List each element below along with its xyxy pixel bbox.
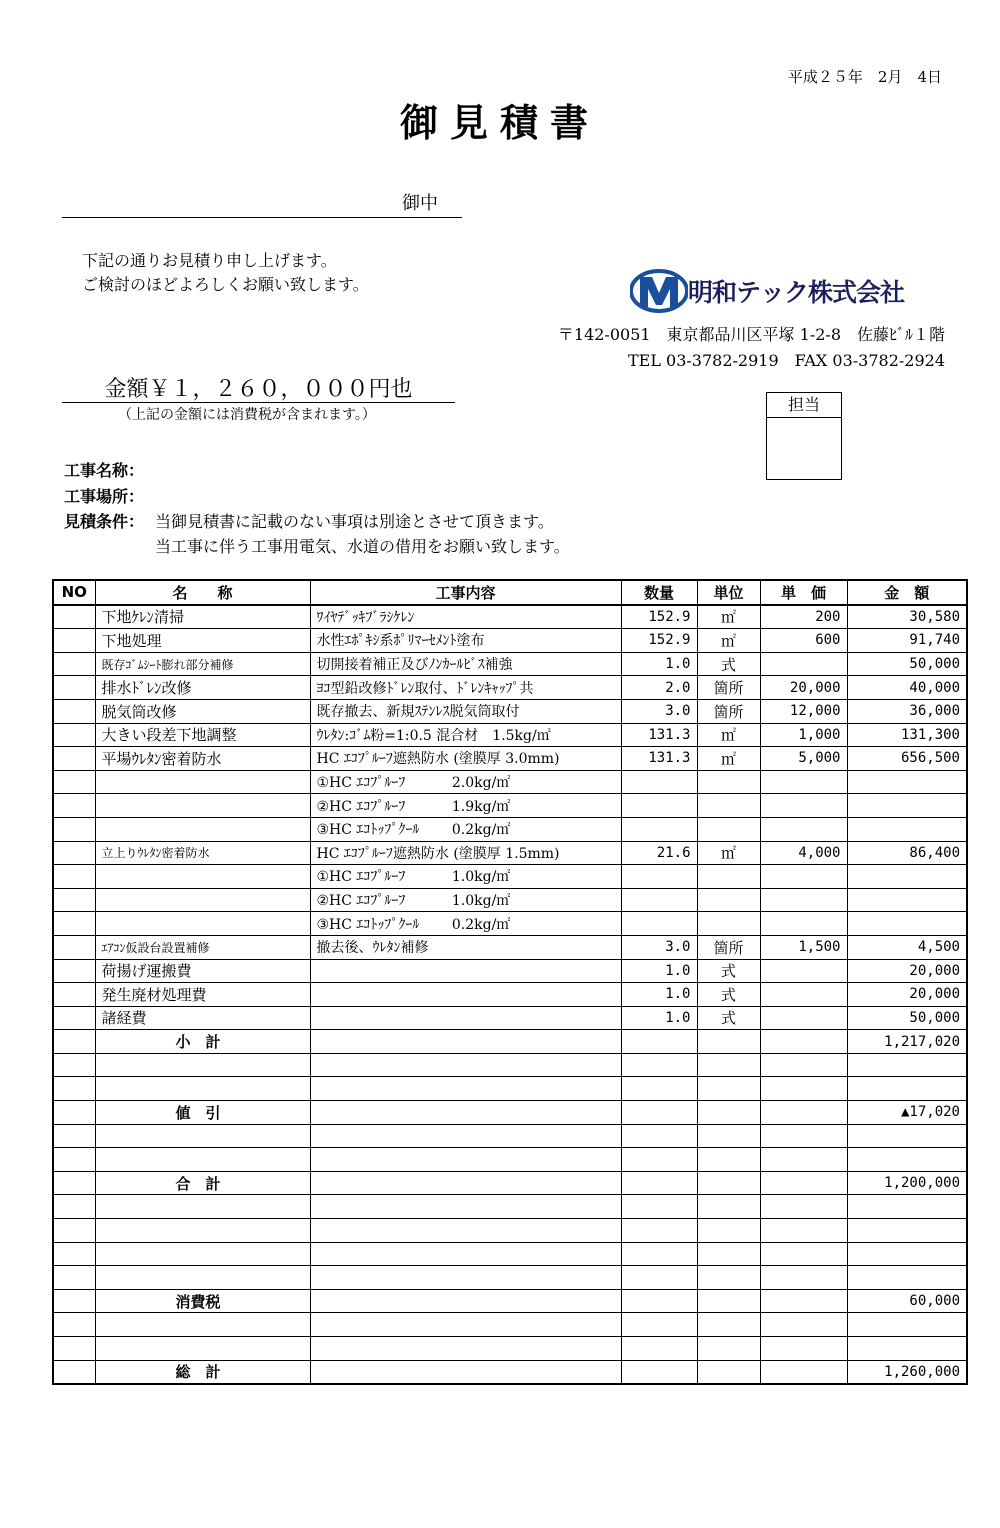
cell-description: 既存撤去、新規ｽﾃﾝﾚｽ脱気筒取付 bbox=[310, 699, 621, 723]
cell-quantity bbox=[621, 794, 697, 818]
cell-name bbox=[95, 865, 310, 889]
cell-no bbox=[53, 983, 95, 1007]
cell-unit bbox=[697, 1289, 760, 1313]
cell-amount bbox=[847, 1337, 967, 1361]
cell-amount bbox=[847, 817, 967, 841]
cell-unit: 式 bbox=[697, 1006, 760, 1030]
cell-name: 大きい段差下地調整 bbox=[95, 723, 310, 747]
cell-description: ﾖｺ型鉛改修ﾄﾞﾚﾝ取付、ﾄﾞﾚﾝｷｬｯﾌﾟ共 bbox=[310, 676, 621, 700]
cell-quantity bbox=[621, 1030, 697, 1054]
cell-amount: 656,500 bbox=[847, 747, 967, 771]
cell-quantity bbox=[621, 770, 697, 794]
table-row bbox=[53, 1242, 967, 1266]
cell-unit: 式 bbox=[697, 652, 760, 676]
cell-quantity bbox=[621, 1242, 697, 1266]
cell-no bbox=[53, 794, 95, 818]
cell-name: 立上りｳﾚﾀﾝ密着防水 bbox=[95, 841, 310, 865]
cell-description bbox=[310, 983, 621, 1007]
cell-unit-price bbox=[760, 1242, 847, 1266]
cell-description: 水性ｴﾎﾟｷｼ系ﾎﾟﾘﾏｰｾﾒﾝﾄ塗布 bbox=[310, 629, 621, 653]
cell-no bbox=[53, 865, 95, 889]
cell-no bbox=[53, 1266, 95, 1290]
cell-quantity: 131.3 bbox=[621, 747, 697, 771]
table-row bbox=[53, 1266, 967, 1290]
cell-no bbox=[53, 605, 95, 629]
cell-amount: 30,580 bbox=[847, 605, 967, 629]
cell-quantity bbox=[621, 912, 697, 936]
cell-name: 消費税 bbox=[95, 1289, 310, 1313]
cell-quantity: 152.9 bbox=[621, 629, 697, 653]
company-logo bbox=[630, 267, 930, 317]
cell-unit: 箇所 bbox=[697, 676, 760, 700]
cell-unit bbox=[697, 1124, 760, 1148]
table-row bbox=[53, 676, 967, 700]
table-row bbox=[53, 959, 967, 983]
cell-no bbox=[53, 912, 95, 936]
cell-unit bbox=[697, 1313, 760, 1337]
document-title: 御見積書 bbox=[399, 101, 600, 145]
cell-quantity bbox=[621, 1266, 697, 1290]
cell-unit-price: 12,000 bbox=[760, 699, 847, 723]
cell-quantity: 3.0 bbox=[621, 935, 697, 959]
cell-description: ①HC ｴｺﾌﾟﾙｰﾌ 1.0kg/㎡ bbox=[310, 865, 621, 889]
cell-quantity bbox=[621, 865, 697, 889]
cell-unit bbox=[697, 1171, 760, 1195]
estimate-table bbox=[52, 579, 968, 1385]
header-unit-price: 単 価 bbox=[760, 580, 847, 605]
cell-quantity bbox=[621, 888, 697, 912]
cell-amount bbox=[847, 1053, 967, 1077]
cell-unit-price bbox=[760, 1030, 847, 1054]
cell-no bbox=[53, 770, 95, 794]
cell-amount: ▲17,020 bbox=[847, 1101, 967, 1125]
cell-description: ②HC ｴｺﾌﾟﾙｰﾌ 1.0kg/㎡ bbox=[310, 888, 621, 912]
cell-unit-price: 5,000 bbox=[760, 747, 847, 771]
cell-unit-price bbox=[760, 1313, 847, 1337]
cell-name: 諸経費 bbox=[95, 1006, 310, 1030]
cell-name bbox=[95, 1195, 310, 1219]
table-row bbox=[53, 1030, 967, 1054]
cell-description bbox=[310, 1124, 621, 1148]
cell-name bbox=[95, 1053, 310, 1077]
cell-unit bbox=[697, 1195, 760, 1219]
cell-name: 総 計 bbox=[95, 1360, 310, 1384]
cell-quantity: 3.0 bbox=[621, 699, 697, 723]
cell-amount: 1,217,020 bbox=[847, 1030, 967, 1054]
cell-description: HC ｴｺﾌﾟﾙｰﾌ遮熱防水 (塗膜厚 1.5mm) bbox=[310, 841, 621, 865]
cell-no bbox=[53, 1030, 95, 1054]
cell-unit-price bbox=[760, 1360, 847, 1384]
cell-description: HC ｴｺﾌﾟﾙｰﾌ遮熱防水 (塗膜厚 3.0mm) bbox=[310, 747, 621, 771]
table-row bbox=[53, 1124, 967, 1148]
cell-quantity bbox=[621, 1101, 697, 1125]
cell-quantity: 21.6 bbox=[621, 841, 697, 865]
cell-name bbox=[95, 817, 310, 841]
table-row bbox=[53, 723, 967, 747]
cell-unit: 式 bbox=[697, 959, 760, 983]
cell-name bbox=[95, 1242, 310, 1266]
cell-quantity: 2.0 bbox=[621, 676, 697, 700]
table-row bbox=[53, 747, 967, 771]
cell-no bbox=[53, 935, 95, 959]
cell-name bbox=[95, 1124, 310, 1148]
cell-amount bbox=[847, 1313, 967, 1337]
condition-1: 当御見積書に記載のない事項は別途とさせて頂きます。 bbox=[155, 512, 554, 531]
cell-no bbox=[53, 1242, 95, 1266]
cell-name: 合 計 bbox=[95, 1171, 310, 1195]
table-row bbox=[53, 817, 967, 841]
table-row bbox=[53, 983, 967, 1007]
cell-quantity bbox=[621, 1053, 697, 1077]
cell-unit-price bbox=[760, 983, 847, 1007]
table-row bbox=[53, 1289, 967, 1313]
project-site-label: 工事場所： bbox=[64, 487, 145, 506]
table-row bbox=[53, 1006, 967, 1030]
cell-no bbox=[53, 652, 95, 676]
table-row bbox=[53, 1313, 967, 1337]
cell-quantity bbox=[621, 1337, 697, 1361]
table-row bbox=[53, 912, 967, 936]
cell-unit-price bbox=[760, 888, 847, 912]
cell-no bbox=[53, 629, 95, 653]
cell-description bbox=[310, 1337, 621, 1361]
cell-unit-price: 20,000 bbox=[760, 676, 847, 700]
cell-unit bbox=[697, 770, 760, 794]
table-row bbox=[53, 1360, 967, 1384]
cell-amount: 60,000 bbox=[847, 1289, 967, 1313]
cell-description: ｳﾚﾀﾝ:ｺﾞﾑ粉=1:0.5 混合材 1.5kg/㎡ bbox=[310, 723, 621, 747]
cell-no bbox=[53, 1289, 95, 1313]
cell-amount: 20,000 bbox=[847, 983, 967, 1007]
cell-description bbox=[310, 1053, 621, 1077]
cell-quantity bbox=[621, 1077, 697, 1101]
cell-description bbox=[310, 1195, 621, 1219]
cell-description: 切開接着補正及びﾉﾝｶｰﾙﾋﾞｽ補強 bbox=[310, 652, 621, 676]
cell-unit-price: 200 bbox=[760, 605, 847, 629]
addressee-suffix: 御中 bbox=[402, 193, 438, 214]
cell-amount: 40,000 bbox=[847, 676, 967, 700]
cell-unit bbox=[697, 1030, 760, 1054]
cell-name bbox=[95, 1313, 310, 1337]
table-row bbox=[53, 1148, 967, 1172]
cell-unit: 箇所 bbox=[697, 935, 760, 959]
cell-unit: 箇所 bbox=[697, 699, 760, 723]
cell-quantity: 131.3 bbox=[621, 723, 697, 747]
condition-2: 当工事に伴う工事用電気、水道の借用をお願い致します。 bbox=[155, 537, 570, 556]
cell-quantity bbox=[621, 1219, 697, 1243]
cell-no bbox=[53, 959, 95, 983]
cell-unit: 式 bbox=[697, 983, 760, 1007]
cell-name: 発生廃材処理費 bbox=[95, 983, 310, 1007]
cell-quantity bbox=[621, 1360, 697, 1384]
company-name: 明和テック株式会社 bbox=[688, 278, 905, 307]
cell-quantity: 1.0 bbox=[621, 652, 697, 676]
cell-unit bbox=[697, 1148, 760, 1172]
cell-no bbox=[53, 1124, 95, 1148]
cell-name: 小 計 bbox=[95, 1030, 310, 1054]
cell-unit-price: 1,500 bbox=[760, 935, 847, 959]
cell-unit-price bbox=[760, 959, 847, 983]
cell-amount bbox=[847, 865, 967, 889]
cell-description: ③HC ｴｺﾄｯﾌﾟｸｰﾙ 0.2kg/㎡ bbox=[310, 912, 621, 936]
company-address: 〒142-0051 東京都品川区平塚 1-2-8 佐藤ﾋﾞﾙ１階 bbox=[557, 325, 945, 344]
cell-no bbox=[53, 817, 95, 841]
header-name: 名 称 bbox=[95, 580, 310, 605]
header-amount: 金 額 bbox=[847, 580, 967, 605]
table-row bbox=[53, 935, 967, 959]
cell-no bbox=[53, 1148, 95, 1172]
table-row bbox=[53, 652, 967, 676]
header-quantity: 数量 bbox=[621, 580, 697, 605]
cell-unit-price bbox=[760, 1171, 847, 1195]
cell-name bbox=[95, 1148, 310, 1172]
cell-no bbox=[53, 888, 95, 912]
cell-amount: 36,000 bbox=[847, 699, 967, 723]
cell-amount bbox=[847, 888, 967, 912]
cell-amount: 50,000 bbox=[847, 1006, 967, 1030]
company-tel-fax: TEL 03-3782-2919 FAX 03-3782-2924 bbox=[627, 351, 945, 370]
cell-quantity bbox=[621, 1124, 697, 1148]
cell-unit bbox=[697, 1219, 760, 1243]
estimate-date: 平成２５年 2月 4日 bbox=[787, 68, 942, 86]
cell-description bbox=[310, 1360, 621, 1384]
cell-amount: 131,300 bbox=[847, 723, 967, 747]
cell-description bbox=[310, 1219, 621, 1243]
cell-unit-price bbox=[760, 1289, 847, 1313]
cell-quantity bbox=[621, 1148, 697, 1172]
cell-unit-price bbox=[760, 770, 847, 794]
cell-unit-price bbox=[760, 652, 847, 676]
table-row bbox=[53, 699, 967, 723]
cell-description: ③HC ｴｺﾄｯﾌﾟｸｰﾙ 0.2kg/㎡ bbox=[310, 817, 621, 841]
cell-amount bbox=[847, 1242, 967, 1266]
cell-no bbox=[53, 1219, 95, 1243]
header-description: 工事内容 bbox=[310, 580, 621, 605]
cell-name bbox=[95, 888, 310, 912]
cell-description bbox=[310, 1266, 621, 1290]
cell-unit-price bbox=[760, 1124, 847, 1148]
cell-unit-price bbox=[760, 1101, 847, 1125]
cell-amount bbox=[847, 1219, 967, 1243]
table-row bbox=[53, 794, 967, 818]
person-in-charge-box bbox=[766, 392, 842, 480]
cell-description bbox=[310, 1171, 621, 1195]
cell-quantity bbox=[621, 1289, 697, 1313]
cell-amount: 86,400 bbox=[847, 841, 967, 865]
table-row bbox=[53, 1219, 967, 1243]
total-amount: 金額￥１，２６０，０００円也 bbox=[62, 372, 455, 403]
cell-name: ｴｱｺﾝ仮設台設置補修 bbox=[95, 935, 310, 959]
cell-unit-price bbox=[760, 1053, 847, 1077]
person-in-charge-label: 担当 bbox=[767, 393, 841, 418]
cell-description bbox=[310, 959, 621, 983]
cell-no bbox=[53, 1360, 95, 1384]
cell-amount bbox=[847, 1077, 967, 1101]
cell-no bbox=[53, 1006, 95, 1030]
cell-quantity: 1.0 bbox=[621, 959, 697, 983]
table-row bbox=[53, 629, 967, 653]
cell-no bbox=[53, 747, 95, 771]
cell-description bbox=[310, 1242, 621, 1266]
cell-unit: ㎡ bbox=[697, 629, 760, 653]
cell-amount: 20,000 bbox=[847, 959, 967, 983]
cell-amount bbox=[847, 1124, 967, 1148]
cell-unit: ㎡ bbox=[697, 841, 760, 865]
cell-amount bbox=[847, 912, 967, 936]
cell-name bbox=[95, 1077, 310, 1101]
conditions-label: 見積条件： bbox=[64, 512, 145, 531]
cell-quantity bbox=[621, 1313, 697, 1337]
cell-unit-price bbox=[760, 912, 847, 936]
table-row bbox=[53, 1337, 967, 1361]
cell-unit-price bbox=[760, 1148, 847, 1172]
cell-name bbox=[95, 794, 310, 818]
cell-name: 排水ﾄﾞﾚﾝ改修 bbox=[95, 676, 310, 700]
header-unit: 単位 bbox=[697, 580, 760, 605]
cell-unit bbox=[697, 1101, 760, 1125]
cell-unit-price bbox=[760, 1337, 847, 1361]
cell-name bbox=[95, 912, 310, 936]
intro-text-2: ご検討のほどよろしくお願い致します。 bbox=[82, 275, 369, 294]
cell-quantity bbox=[621, 817, 697, 841]
cell-unit-price bbox=[760, 865, 847, 889]
cell-amount bbox=[847, 1195, 967, 1219]
table-row bbox=[53, 1101, 967, 1125]
cell-no bbox=[53, 1101, 95, 1125]
table-row bbox=[53, 1077, 967, 1101]
addressee-line bbox=[62, 192, 462, 218]
table-row bbox=[53, 888, 967, 912]
cell-amount bbox=[847, 770, 967, 794]
cell-unit: ㎡ bbox=[697, 747, 760, 771]
cell-amount: 1,260,000 bbox=[847, 1360, 967, 1384]
cell-name: 脱気筒改修 bbox=[95, 699, 310, 723]
cell-unit bbox=[697, 794, 760, 818]
cell-unit-price bbox=[760, 1266, 847, 1290]
cell-quantity bbox=[621, 1171, 697, 1195]
cell-no bbox=[53, 1171, 95, 1195]
cell-name: 下地ｹﾚﾝ清掃 bbox=[95, 605, 310, 629]
cell-description bbox=[310, 1006, 621, 1030]
cell-unit bbox=[697, 1337, 760, 1361]
cell-unit bbox=[697, 1053, 760, 1077]
cell-unit-price: 600 bbox=[760, 629, 847, 653]
cell-description: ﾜｲﾔﾃﾞｯｷﾌﾞﾗｼｹﾚﾝ bbox=[310, 605, 621, 629]
cell-quantity: 152.9 bbox=[621, 605, 697, 629]
table-row bbox=[53, 1171, 967, 1195]
intro-text-1: 下記の通りお見積り申し上げます。 bbox=[82, 251, 337, 270]
tax-note: （上記の金額には消費税が含まれます。） bbox=[118, 407, 376, 423]
cell-description: ②HC ｴｺﾌﾟﾙｰﾌ 1.9kg/㎡ bbox=[310, 794, 621, 818]
cell-description bbox=[310, 1101, 621, 1125]
cell-no bbox=[53, 841, 95, 865]
cell-no bbox=[53, 1337, 95, 1361]
cell-description bbox=[310, 1077, 621, 1101]
cell-unit-price bbox=[760, 794, 847, 818]
cell-name bbox=[95, 1266, 310, 1290]
table-row bbox=[53, 605, 967, 629]
cell-amount: 4,500 bbox=[847, 935, 967, 959]
cell-amount bbox=[847, 794, 967, 818]
cell-name bbox=[95, 770, 310, 794]
company-mark-icon bbox=[630, 267, 688, 313]
table-row bbox=[53, 770, 967, 794]
cell-unit bbox=[697, 865, 760, 889]
cell-description: 撤去後、ｳﾚﾀﾝ補修 bbox=[310, 935, 621, 959]
table-row bbox=[53, 1053, 967, 1077]
cell-no bbox=[53, 1077, 95, 1101]
cell-quantity: 1.0 bbox=[621, 983, 697, 1007]
cell-unit: ㎡ bbox=[697, 605, 760, 629]
cell-unit bbox=[697, 1266, 760, 1290]
cell-unit-price bbox=[760, 1219, 847, 1243]
cell-unit bbox=[697, 1242, 760, 1266]
cell-name bbox=[95, 1337, 310, 1361]
cell-unit bbox=[697, 1360, 760, 1384]
cell-unit bbox=[697, 817, 760, 841]
cell-unit bbox=[697, 888, 760, 912]
cell-name: 平場ｳﾚﾀﾝ密着防水 bbox=[95, 747, 310, 771]
table-header-row bbox=[53, 580, 967, 605]
cell-unit-price: 1,000 bbox=[760, 723, 847, 747]
cell-unit-price bbox=[760, 1195, 847, 1219]
cell-quantity: 1.0 bbox=[621, 1006, 697, 1030]
cell-unit-price bbox=[760, 1077, 847, 1101]
cell-name: 値 引 bbox=[95, 1101, 310, 1125]
cell-unit: ㎡ bbox=[697, 723, 760, 747]
cell-no bbox=[53, 1195, 95, 1219]
cell-amount: 91,740 bbox=[847, 629, 967, 653]
cell-description: ①HC ｴｺﾌﾟﾙｰﾌ 2.0kg/㎡ bbox=[310, 770, 621, 794]
header-no: NO bbox=[53, 580, 95, 605]
cell-description bbox=[310, 1289, 621, 1313]
cell-unit bbox=[697, 1077, 760, 1101]
cell-unit bbox=[697, 912, 760, 936]
cell-description bbox=[310, 1148, 621, 1172]
cell-no bbox=[53, 1313, 95, 1337]
cell-no bbox=[53, 676, 95, 700]
cell-no bbox=[53, 1053, 95, 1077]
cell-amount: 1,200,000 bbox=[847, 1171, 967, 1195]
cell-name bbox=[95, 1219, 310, 1243]
table-row bbox=[53, 865, 967, 889]
table-row bbox=[53, 1195, 967, 1219]
cell-no bbox=[53, 699, 95, 723]
cell-description bbox=[310, 1030, 621, 1054]
table-row bbox=[53, 841, 967, 865]
cell-name: 下地処理 bbox=[95, 629, 310, 653]
project-name-label: 工事名称： bbox=[64, 461, 145, 480]
cell-no bbox=[53, 723, 95, 747]
cell-unit-price: 4,000 bbox=[760, 841, 847, 865]
cell-amount: 50,000 bbox=[847, 652, 967, 676]
cell-name: 荷揚げ運搬費 bbox=[95, 959, 310, 983]
cell-name: 既存ｺﾞﾑｼｰﾄ膨れ部分補修 bbox=[95, 652, 310, 676]
cell-amount bbox=[847, 1266, 967, 1290]
cell-quantity bbox=[621, 1195, 697, 1219]
cell-amount bbox=[847, 1148, 967, 1172]
cell-unit-price bbox=[760, 817, 847, 841]
cell-unit-price bbox=[760, 1006, 847, 1030]
cell-description bbox=[310, 1313, 621, 1337]
